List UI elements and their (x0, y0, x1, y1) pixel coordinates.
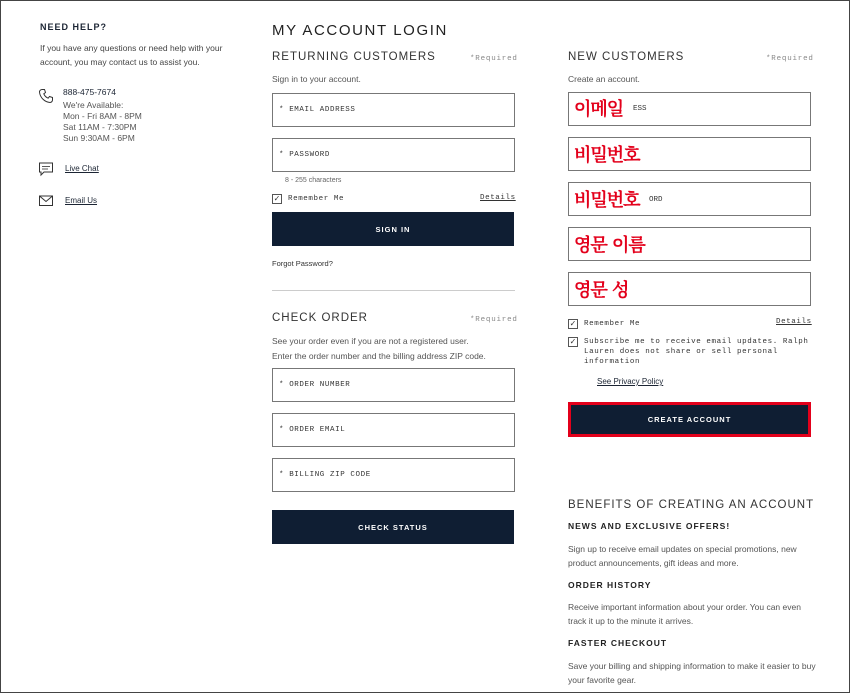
hours-line: Sat 11AM - 7:30PM (63, 122, 137, 132)
billing-zip-label: * BILLING ZIP CODE (279, 471, 371, 479)
korean-annotation: 영문 성 (574, 280, 629, 301)
first-name-field[interactable] (568, 227, 811, 261)
live-chat-link[interactable]: Live Chat (65, 164, 99, 173)
remember-me-label: Remember Me (584, 320, 641, 328)
returning-subtitle: Sign in to your account. (272, 74, 361, 84)
email-field[interactable] (272, 93, 515, 127)
check-order-title: CHECK ORDER (272, 312, 368, 324)
sign-in-button[interactable]: SIGN IN (272, 212, 514, 246)
hours-line: We're Available: (63, 100, 124, 110)
create-account-button[interactable]: CREATE ACCOUNT (571, 405, 808, 434)
new-customers-subtitle: Create an account. (568, 74, 640, 84)
section-divider (272, 290, 515, 291)
password-hint: 8 - 255 characters (285, 177, 342, 184)
password-field-label: * PASSWORD (279, 151, 331, 159)
check-order-line: See your order even if you are not a registered user. (272, 336, 469, 346)
check-icon: ✓ (569, 319, 577, 328)
korean-annotation: 영문 이름 (574, 235, 645, 256)
check-order-line: Enter the order number and the billing address ZIP code. (272, 351, 486, 361)
required-note: *Required (766, 55, 814, 63)
required-note: *Required (470, 55, 518, 63)
last-name-field[interactable] (568, 272, 811, 306)
benefit-heading: FASTER CHECKOUT (568, 638, 668, 648)
benefit-text: Receive important information about your order. You can even track it up to the minute it arrives. (568, 602, 801, 626)
chat-icon (38, 161, 54, 177)
need-help-text: If you have any questions or need help with your account, you may contact us to assist you. (40, 43, 223, 67)
check-order-text (272, 334, 532, 364)
need-help-title: NEED HELP? (40, 22, 108, 32)
benefit-text: Save your billing and shipping information to make it easier to buy your favorite gear. (568, 661, 816, 685)
phone-number[interactable]: 888-475-7674 (63, 87, 116, 97)
benefit-heading: NEWS AND EXCLUSIVE OFFERS! (568, 521, 731, 531)
benefit-text: Sign up to receive email updates on special promotions, new product announcements, gift ideas and more. (568, 544, 797, 568)
details-link[interactable]: Details (776, 318, 812, 326)
remember-me-label: Remember Me (288, 195, 345, 203)
phone-icon (38, 88, 54, 104)
subscribe-label: Subscribe me to receive email updates. Ralph Lauren does not share or sell personal information (584, 338, 809, 366)
order-number-field[interactable] (272, 368, 515, 402)
benefit-heading: ORDER HISTORY (568, 580, 652, 590)
billing-zip-field[interactable] (272, 458, 515, 492)
details-link[interactable]: Details (480, 194, 516, 202)
order-email-field[interactable] (272, 413, 515, 447)
mail-icon (38, 193, 54, 209)
returning-customers-title: RETURNING CUSTOMERS (272, 51, 436, 63)
remember-me-checkbox[interactable] (272, 194, 282, 204)
check-status-button[interactable]: CHECK STATUS (272, 510, 514, 544)
privacy-policy-link[interactable]: See Privacy Policy (597, 377, 664, 386)
forgot-password-link[interactable]: Forgot Password? (272, 259, 333, 268)
email-us-link[interactable]: Email Us (65, 196, 98, 205)
hours-block (63, 100, 142, 144)
field-label-tail: ORD (649, 196, 663, 204)
required-note: *Required (470, 316, 518, 324)
subscribe-checkbox[interactable] (568, 337, 578, 347)
field-label-tail: ESS (633, 105, 647, 113)
page-title: MY ACCOUNT LOGIN (272, 22, 448, 39)
order-number-label: * ORDER NUMBER (279, 381, 351, 389)
new-email-field[interactable] (568, 92, 811, 126)
order-email-label: * ORDER EMAIL (279, 426, 346, 434)
benefits-title: BENEFITS OF CREATING AN ACCOUNT (568, 499, 815, 511)
new-customers-title: NEW CUSTOMERS (568, 51, 685, 63)
korean-annotation: 비밀번호 (574, 190, 640, 211)
new-password-field[interactable] (568, 137, 811, 171)
confirm-password-field[interactable] (568, 182, 811, 216)
new-remember-me-checkbox[interactable] (568, 319, 578, 329)
password-field[interactable] (272, 138, 515, 172)
check-icon: ✓ (273, 194, 281, 203)
korean-annotation: 비밀번호 (574, 145, 640, 166)
email-field-label: * EMAIL ADDRESS (279, 106, 356, 114)
korean-annotation: 이메일 (574, 99, 624, 120)
check-icon: ✓ (569, 337, 577, 346)
hours-line: Mon - Fri 8AM - 8PM (63, 111, 142, 121)
hours-line: Sun 9:30AM - 6PM (63, 133, 135, 143)
